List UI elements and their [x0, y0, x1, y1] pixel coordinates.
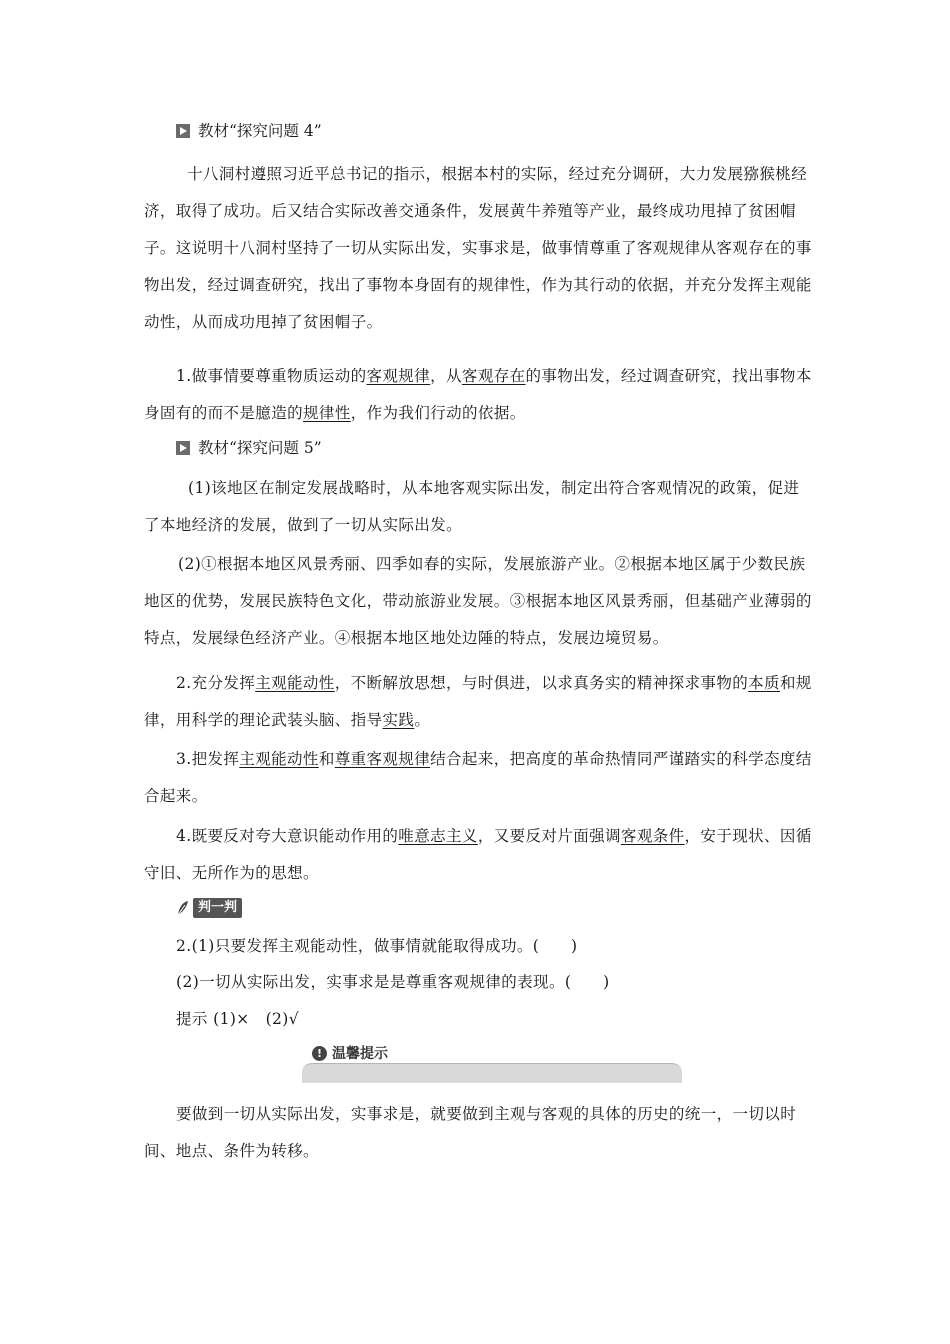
answer-blank: 客观条件 — [620, 827, 685, 845]
text: ，不断解放思想，与时俱进，以求真务实的精神探求事物的 — [334, 674, 749, 692]
answer-blank: 规律性 — [303, 404, 351, 422]
answer-blank: 实践 — [382, 711, 415, 729]
text: 4.既要反对夸大意识能动作用的 — [176, 827, 399, 845]
judge-question-2: (2)一切从实际出发，实事求是是尊重客观规律的表现。( ) — [176, 973, 610, 991]
answer-blank: 本质 — [748, 674, 780, 692]
text: ，安于现状、因循守旧、无所作为的思想。 — [144, 827, 812, 882]
text: 3.把发挥 — [176, 750, 240, 768]
answer-blank: 客观存在 — [461, 367, 526, 385]
judge-label: 判一判 — [193, 898, 242, 918]
text: 2.充分发挥 — [176, 674, 256, 692]
paragraph: (2)①根据本地区风景秀丽、四季如春的实际，发展旅游产业。②根据本地区属于少数民族地区的优势，发展民族特色文化，带动旅游业发展。③根据本地区风景秀丽，但基础产业薄弱的特点，发展绿色经济产业。④根据本地区地处边陲的特点，发展边境贸易。 — [144, 555, 812, 647]
key-point-3 — [144, 741, 812, 815]
play-triangle-icon — [176, 441, 190, 455]
text: 和规律，用科学的理论武装头脑、指导 — [144, 674, 812, 729]
text: 和 — [318, 750, 335, 768]
key-point-1 — [144, 358, 812, 432]
section-title: 教材“探究问题 4” — [198, 122, 322, 140]
paragraph: (1)该地区在制定发展战略时，从本地客观实际出发，制定出符合客观情况的政策，促进了本地经济的发展，做到了一切从实际出发。 — [144, 479, 800, 534]
section-heading-4 — [176, 119, 322, 143]
leaf-icon — [176, 899, 190, 917]
tip-text: 要做到一切从实际出发，实事求是，就要做到主观与客观的具体的历史的统一，一切以时间、地点、条件为转移。 — [144, 1105, 797, 1160]
text: ，又要反对片面强调 — [477, 827, 621, 845]
judge-question-1: 2.(1)只要发挥主观能动性，做事情就能取得成功。( ) — [176, 937, 578, 955]
exclamation-icon: ! — [312, 1046, 327, 1061]
key-point-2 — [144, 665, 812, 739]
paragraph: 十八洞村遵照习近平总书记的指示，根据本村的实际，经过充分调研，大力发展猕猴桃经济，取得了成功。后又结合实际改善交通条件，发展黄牛养殖等产业，最终成功甩掉了贫困帽子。这说明十八洞村坚持了一切从实际出发，实事求是，做事情尊重了客观规律从客观存在的事物出发，经过调查研究，找出了事物本身固有的规律性，作为其行动的依据，并充分发挥主观能动性，从而成功甩掉了贫困帽子。 — [144, 165, 812, 331]
tip-banner — [302, 1063, 682, 1083]
answer-blank: 主观能动性 — [239, 750, 319, 768]
answer-blank: 尊重客观规律 — [334, 750, 431, 768]
answer-blank: 客观规律 — [366, 367, 431, 385]
judge-answer: 提示 (1)× (2)√ — [176, 1010, 300, 1028]
text: 。 — [414, 711, 431, 729]
tip-label: 温馨提示 — [332, 1046, 388, 1062]
tip-header — [312, 1043, 388, 1063]
answer-blank: 唯意志主义 — [398, 827, 478, 845]
text: ，从 — [430, 367, 462, 385]
play-triangle-icon — [176, 124, 190, 138]
text: 1.做事情要尊重物质运动的 — [176, 367, 367, 385]
answer-blank: 主观能动性 — [255, 674, 335, 692]
text: ，作为我们行动的依据。 — [350, 404, 526, 422]
section-title: 教材“探究问题 5” — [198, 439, 322, 457]
key-point-4 — [144, 818, 824, 892]
text: 结合起来，把高度的革命热情同严谨踏实的科学态度结合起来。 — [144, 750, 812, 805]
text: 的事物出发，经过调查研究，找出事物本身固有的而不是臆造的 — [144, 367, 812, 422]
judge-badge — [176, 898, 242, 918]
section-heading-5 — [176, 436, 322, 460]
